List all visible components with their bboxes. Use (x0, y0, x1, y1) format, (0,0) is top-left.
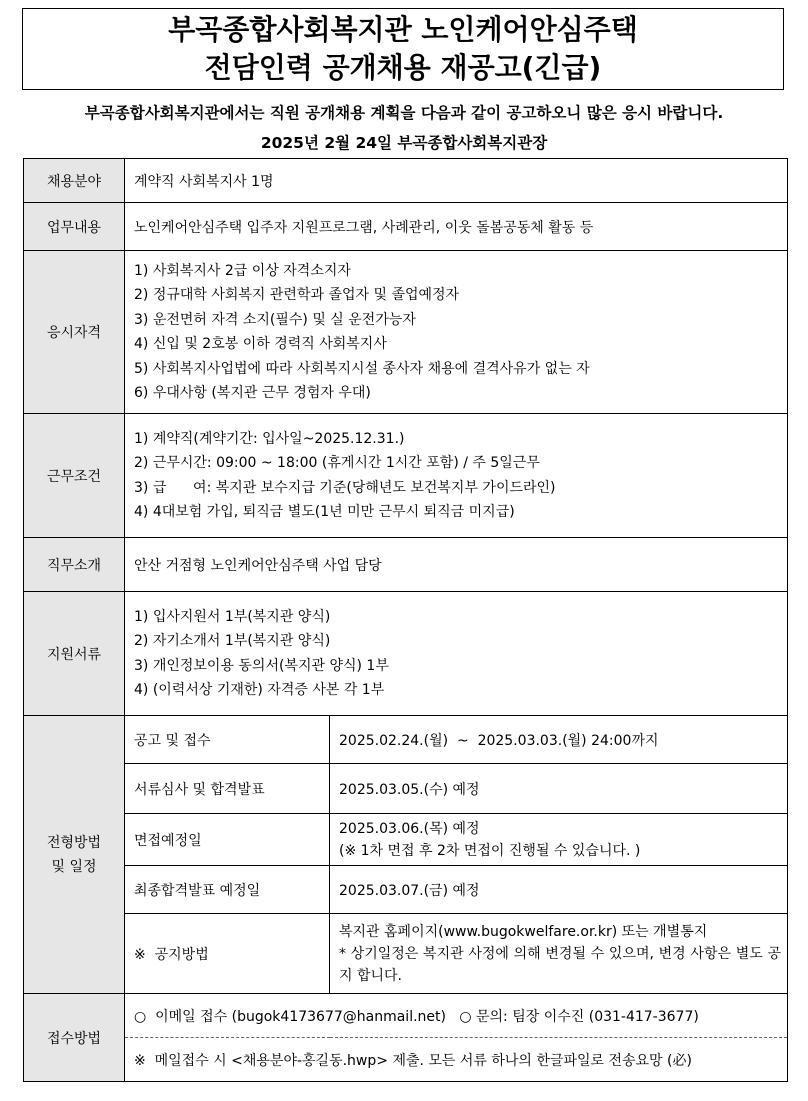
job-intro-value: 안산 거점형 노인케어안심주택 사업 담당 (125, 538, 788, 592)
conditions-list (125, 414, 788, 538)
field-value: 계약직 사회복지사 1명 (125, 159, 788, 203)
list-item: 1) 계약직(계약기간: 입사일~2025.12.31.) (134, 430, 405, 447)
row-documents (24, 592, 788, 716)
schedule-item-value: 2025.02.24.(월) ~ 2025.03.03.(월) 24:00까지 (330, 716, 788, 764)
documents-list (125, 592, 788, 716)
schedule-label-line-1: 전형방법 (46, 834, 102, 851)
list-item: 4) 신입 및 2호봉 이하 경력직 사회복지사 (134, 336, 387, 352)
title-line-2: 전담인력 공개채용 재공고(긴급) (204, 51, 602, 84)
schedule-item-value: 2025.03.05.(수) 예정 (330, 764, 788, 814)
title-line-1: 부곡종합사회복지관 노인케어안심주택 (168, 13, 638, 46)
list-item: 4) 4대보험 가입, 퇴직금 별도(1년 미만 근무시 퇴직금 미지급) (134, 504, 515, 520)
schedule-item-name: 공고 및 접수 (125, 716, 330, 764)
schedule-item-value (330, 814, 788, 866)
row-field (24, 159, 788, 203)
schedule-label-line-2: 및 일정 (51, 858, 97, 875)
conditions-label: 근무조건 (24, 414, 125, 538)
title-box (22, 8, 784, 90)
interview-note: (※ 1차 면접 후 2차 면접이 진행될 수 있습니다. ) (339, 842, 641, 859)
list-item: 3) 개인정보이용 동의서(복지관 양식) 1부 (134, 657, 389, 674)
qualification-label: 응시자격 (24, 251, 125, 414)
qualification-list (125, 251, 788, 414)
schedule-item-value: 2025.03.07.(금) 예정 (330, 866, 788, 914)
field-label: 채용분야 (24, 159, 125, 203)
schedule-item-value (330, 914, 788, 994)
schedule-item-name: 면접예정일 (125, 814, 330, 866)
list-item: 5) 사회복지사업법에 따라 사회복지시설 종사자 채용에 결격사유가 없는 자 (134, 360, 590, 377)
schedule-item-name: 서류심사 및 합격발표 (125, 764, 330, 814)
schedule-label (24, 716, 125, 994)
documents-label: 지원서류 (24, 592, 125, 716)
row-duty (24, 203, 788, 251)
schedule-item-name: 최종합격발표 예정일 (125, 866, 330, 914)
list-item: 1) 사회복지사 2급 이상 자격소지자 (134, 262, 351, 279)
schedule-item-name: ※ 공지방법 (125, 914, 330, 994)
interview-date: 2025.03.06.(목) 예정 (339, 820, 480, 837)
apply-label: 접수방법 (24, 994, 125, 1082)
list-item: 2) 정규대학 사회복지 관련학과 졸업자 및 졸업예정자 (134, 287, 460, 303)
list-item: 3) 급 여: 복지관 보수지급 기준(당해년도 보건복지부 가이드라인) (134, 479, 556, 496)
list-item: 2) 자기소개서 1부(복지관 양식) (134, 633, 331, 649)
list-item: 2) 근무시간: 09:00 ~ 18:00 (휴게시간 1시간 포함) / 주 5일근무 (134, 455, 540, 471)
list-item: 4) (이력서상 기재한) 자격증 사본 각 1부 (134, 682, 385, 698)
row-conditions (24, 414, 788, 538)
schedule-row (24, 716, 788, 764)
list-item: 3) 운전면허 자격 소지(필수) 및 실 운전가능자 (134, 311, 416, 328)
schedule-row (24, 914, 788, 994)
row-apply-note (24, 1038, 788, 1082)
row-qualification (24, 251, 788, 414)
notice-method: 복지관 홈페이지(www.bugokwelfare.or.kr) 또는 개별통지 (339, 923, 708, 940)
list-item: 6) 우대사항 (복지관 근무 경험자 우대) (134, 385, 371, 401)
list-item: 1) 입사지원서 1부(복지관 양식) (134, 608, 331, 625)
recruitment-table (23, 158, 788, 1082)
row-apply (24, 994, 788, 1038)
job-intro-label: 직무소개 (24, 538, 125, 592)
apply-file-note: ※ 메일접수 시 <채용분야-홍길동.hwp> 제출. 모든 서류 하나의 한글파일로 전송요망 (必) (125, 1038, 788, 1082)
duty-value: 노인케어안심주택 입주자 지원프로그램, 사례관리, 이웃 돌봄공동체 활동 등 (125, 203, 788, 251)
intro-text: 부곡종합사회복지관에서는 직원 공개채용 계획을 다음과 같이 공고하오니 많은 응시 바랍니다. (84, 104, 724, 122)
schedule-row (24, 866, 788, 914)
schedule-change-note: * 상기일정은 복지관 사정에 의해 변경될 수 있으며, 변경 사항은 별도 공지 합니다. (339, 945, 781, 984)
row-job-intro (24, 538, 788, 592)
schedule-row (24, 814, 788, 866)
announcement-date: 2025년 2월 24일 부곡종합사회복지관장 (260, 134, 548, 152)
duty-label: 업무내용 (24, 203, 125, 251)
schedule-row (24, 764, 788, 814)
apply-email-line: ○ 이메일 접수 (bugok4173677@hanmail.net) ○ 문의: 팀장 이수진 (031-417-3677) (125, 994, 788, 1038)
